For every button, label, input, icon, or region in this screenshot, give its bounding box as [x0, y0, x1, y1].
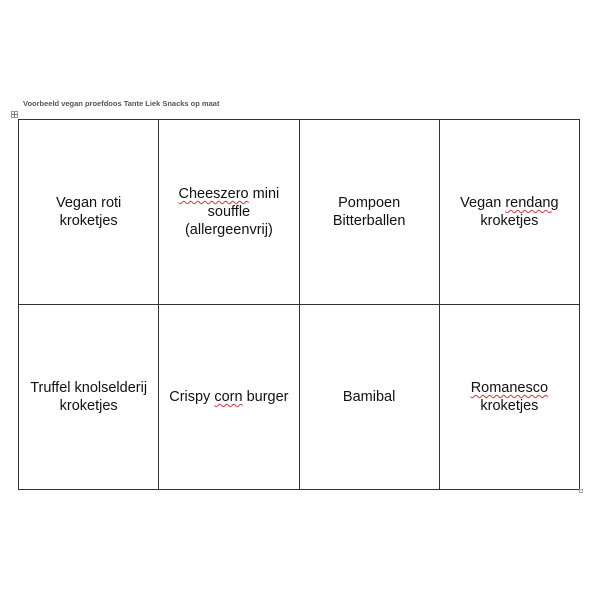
spellcheck-flagged-word: rendang [505, 195, 559, 211]
cell-text [25, 379, 152, 415]
table-cell[interactable] [299, 120, 439, 305]
snack-table-body [19, 120, 580, 490]
cell-text [25, 194, 152, 230]
document-title: Voorbeeld vegan proefdoos Tante Liek Snacks op maat [23, 99, 220, 108]
cell-text-part: Bamibal [342, 389, 396, 405]
cell-text [169, 388, 288, 406]
table-row [19, 120, 580, 305]
table-cell[interactable] [19, 305, 159, 490]
cell-text-part: Vegan roti kroketjes [55, 195, 122, 229]
cell-text-part: Vegan [460, 195, 506, 211]
table-resize-handle-icon[interactable] [579, 489, 583, 493]
snack-table [18, 119, 580, 490]
cell-text-part: kroketjes [480, 213, 539, 229]
cell-text [446, 379, 573, 415]
table-cell[interactable] [159, 120, 299, 305]
cell-text-part: kroketjes [480, 398, 539, 414]
table-cell[interactable] [159, 305, 299, 490]
cell-text-part: Truffel knolselderij kroketjes [30, 380, 148, 414]
spellcheck-flagged-word: Cheeszero [178, 186, 249, 202]
cell-text-part: Pompoen Bitterballen [332, 195, 406, 229]
table-cell[interactable] [299, 305, 439, 490]
cell-text-part: burger [242, 389, 289, 405]
table-cell[interactable] [439, 120, 579, 305]
cell-text [446, 194, 573, 230]
cell-text [343, 388, 395, 406]
table-cell[interactable] [19, 120, 159, 305]
table-row [19, 305, 580, 490]
cell-text-part: Crispy [169, 389, 215, 405]
table-move-handle-icon[interactable] [11, 111, 18, 118]
table-cell[interactable] [439, 305, 579, 490]
cell-text [165, 185, 292, 239]
cell-text [306, 194, 433, 230]
spellcheck-flagged-word: Romanesco [470, 380, 549, 396]
spellcheck-flagged-word: corn [214, 389, 243, 405]
cell-text-part: mini souffle (allergeenvrij) [184, 186, 280, 238]
